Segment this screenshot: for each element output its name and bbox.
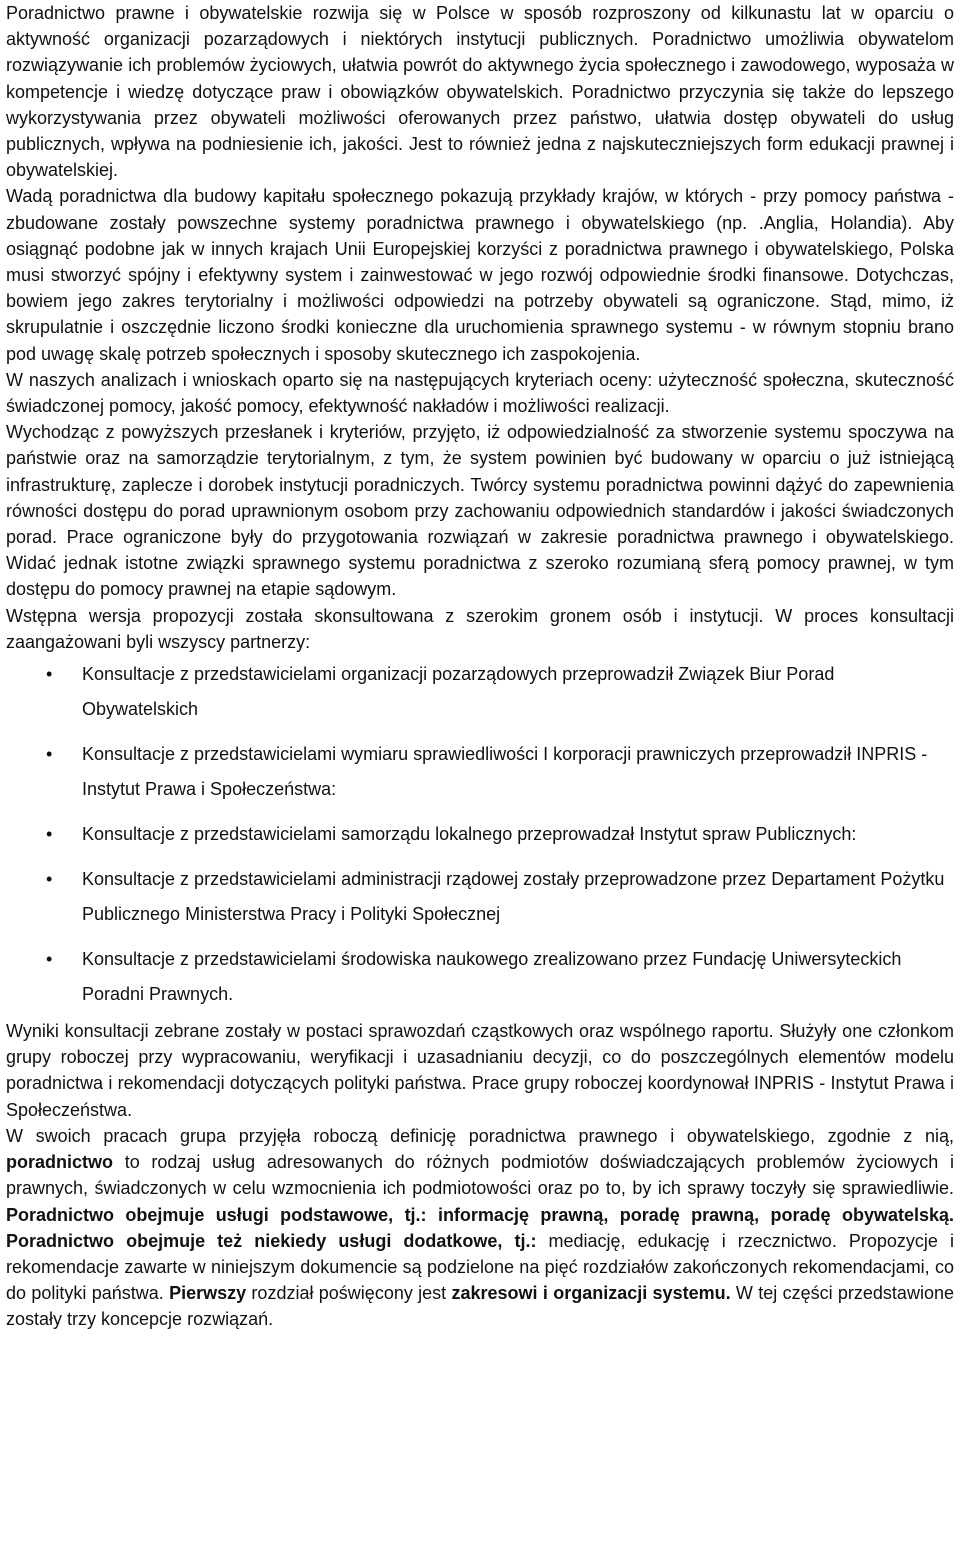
list-item [6,817,954,852]
list-item-text: Konsultacje z przedstawicielami administracji rządowej zostały przeprowadzone przez Departament Pożytku Publicznego Ministerstwa Pracy i Polityki Społecznej [82,869,945,925]
list-item [6,657,954,727]
paragraph-intro: Poradnictwo prawne i obywatelskie rozwija się w Polsce w sposób rozproszony od kilkunastu lat w oparciu o aktywność organizacji pozarządowych i niektórych instytucji publicznych. Poradnictwo umożliwia obywatelom rozwiązywanie ich problemów życiowych, ułatwia powrót do aktywnego życia społecznego i zawodowego, wyposaża w kompetencje i wiedzę dotyczące praw i obowiązków obywatelskich. Poradnictwo przyczynia się także do lepszego wykorzystywania przez obywateli możliwości oferowanych przez państwo, ułatwia dostęp obywateli do usług publicznych, wpływa na podniesienie ich, jakości. Jest to również jedna z najskuteczniejszych form edukacji prawnej i obywatelskiej. [6,3,954,181]
bullet-icon: • [46,744,53,765]
consultation-list [6,657,954,1012]
bullet-icon: • [46,824,53,845]
paragraph-consultation: Wstępna wersja propozycji została skonsultowana z szerokim gronem osób i instytucji. W proces konsultacji zaangażowani byli wszyscy partnerzy: [6,605,954,652]
paragraph-premises: Wychodząc z powyższych przesłanek i kryteriów, przyjęto, iż odpowiedzialność za stworzenie systemu spoczywa na państwie oraz na samorządzie terytorialnym, z tym, że system powinien być budowany w oparciu o już istniejącą infrastrukturę, zaplecze i dorobek instytucji poradniczych. Twórcy systemu poradnictwa powinni dążyć do zapewnienia równości dostępu do porad uprawnionym osobom przy zachowaniu odpowiednich standardów i jakości świadczonych porad. Prace ograniczone były do przygotowania rozwiązań w zakresie poradnictwa prawnego i obywatelskiego. Widać jednak istotne związki sprawnego systemu poradnictwa z szeroko rozumianą sferą pomocy prawnej, w tym dostępu do pomocy prawnej na etapie sądowym. [6,422,954,600]
list-item-text: Konsultacje z przedstawicielami samorządu lokalnego przeprowadzał Instytut spraw Publicznych: [82,824,857,845]
list-item [6,942,954,1012]
bullet-icon: • [46,664,53,685]
paragraph-results: Wyniki konsultacji zebrane zostały w postaci sprawozdań cząstkowych oraz wspólnego raportu. Służyły one członkom grupy roboczej przy wypracowaniu, weryfikacji i uzasadnianiu decyzji, co do poszczególnych elementów modelu poradnictwa i rekomendacji dotyczących polityki państwa. Prace grupy roboczej koordynował INPRIS - Instytut Prawa i Społeczeństwa. [6,1021,954,1120]
definition-term-bold: poradnictwo [6,1152,113,1173]
definition-services-bold: Poradnictwo obejmuje usługi podstawowe, tj.: informację prawną, poradę prawną, poradę obywatelską. Poradnictwo obejmuje też niekiedy usługi dodatkowe, tj.: [6,1204,954,1251]
paragraph-social-capital: Wadą poradnictwa dla budowy kapitału społecznego pokazują przykłady krajów, w których - przy pomocy państwa - zbudowane zostały powszechne systemy poradnictwa prawnego i obywatelskiego (np. .Anglia, Holandia). Aby osiągnąć podobne jak w innych krajach Unii Europejskiej korzyści z poradnictwa prawnego i obywatelskiego, Polska musi stworzyć spójny i efektywny system i zainwestować w jego rozwój odpowiednie środki finansowe. Dotychczas, bowiem jego zakres terytorialny i możliwości odpowiedzi na potrzeby obywateli są ograniczone. Stąd, mimo, iż skrupulatnie i oszczędnie liczono środki konieczne dla uruchomienia sprawnego systemu - w równym stopniu brano pod uwagę skalę potrzeb społecznych i sposoby skutecznego ich zaspokojenia. [6,186,954,364]
definition-scope-bold: zakresowi i organizacji systemu. [451,1283,731,1304]
definition-first-bold: Pierwszy [169,1283,247,1304]
definition-text-5: W tej części przedstawione zostały trzy koncepcje rozwiązań. [6,1283,954,1330]
paragraph-definition [6,1123,954,1333]
definition-text-3: mediację, edukację i rzecznictwo. Propozycje i rekomendacje zawarte w niniejszym dokumencie są podzielone na pięć rozdziałów zakończonych rekomendacjami, co do polityki państwa. [6,1230,954,1304]
list-item-text: Konsultacje z przedstawicielami organizacji pozarządowych przeprowadził Związek Biur Porad Obywatelskich [82,664,835,720]
list-item-text: Konsultacje z przedstawicielami środowiska naukowego zrealizowano przez Fundację Uniwersyteckich Poradni Prawnych. [82,949,902,1005]
paragraph-criteria: W naszych analizach i wnioskach oparto się na następujących kryteriach oceny: użyteczność społeczna, skuteczność świadczonej pomocy, jakość pomocy, efektywność nakładów i możliwości realizacji. [6,369,954,417]
definition-text-2: to rodzaj usług adresowanych do różnych podmiotów doświadczających problemów życiowych i prawnych, świadczonych w celu wzmocnienia ich podmiotowości oraz po to, by ich sprawy toczyły się sprawiedliwie. [6,1152,954,1199]
definition-text-4: rozdział poświęcony jest [246,1283,452,1304]
definition-text-1: W swoich pracach grupa przyjęła roboczą definicję poradnictwa prawnego i obywatelskiego, zgodnie z nią, [6,1125,954,1146]
list-item [6,862,954,932]
list-item-text: Konsultacje z przedstawicielami wymiaru sprawiedliwości I korporacji prawniczych przeprowadził INPRIS - Instytut Prawa i Społeczeństwa: [82,744,928,800]
document-page [6,0,954,1333]
bullet-icon: • [46,949,53,970]
bullet-icon: • [46,869,53,890]
list-item [6,737,954,807]
